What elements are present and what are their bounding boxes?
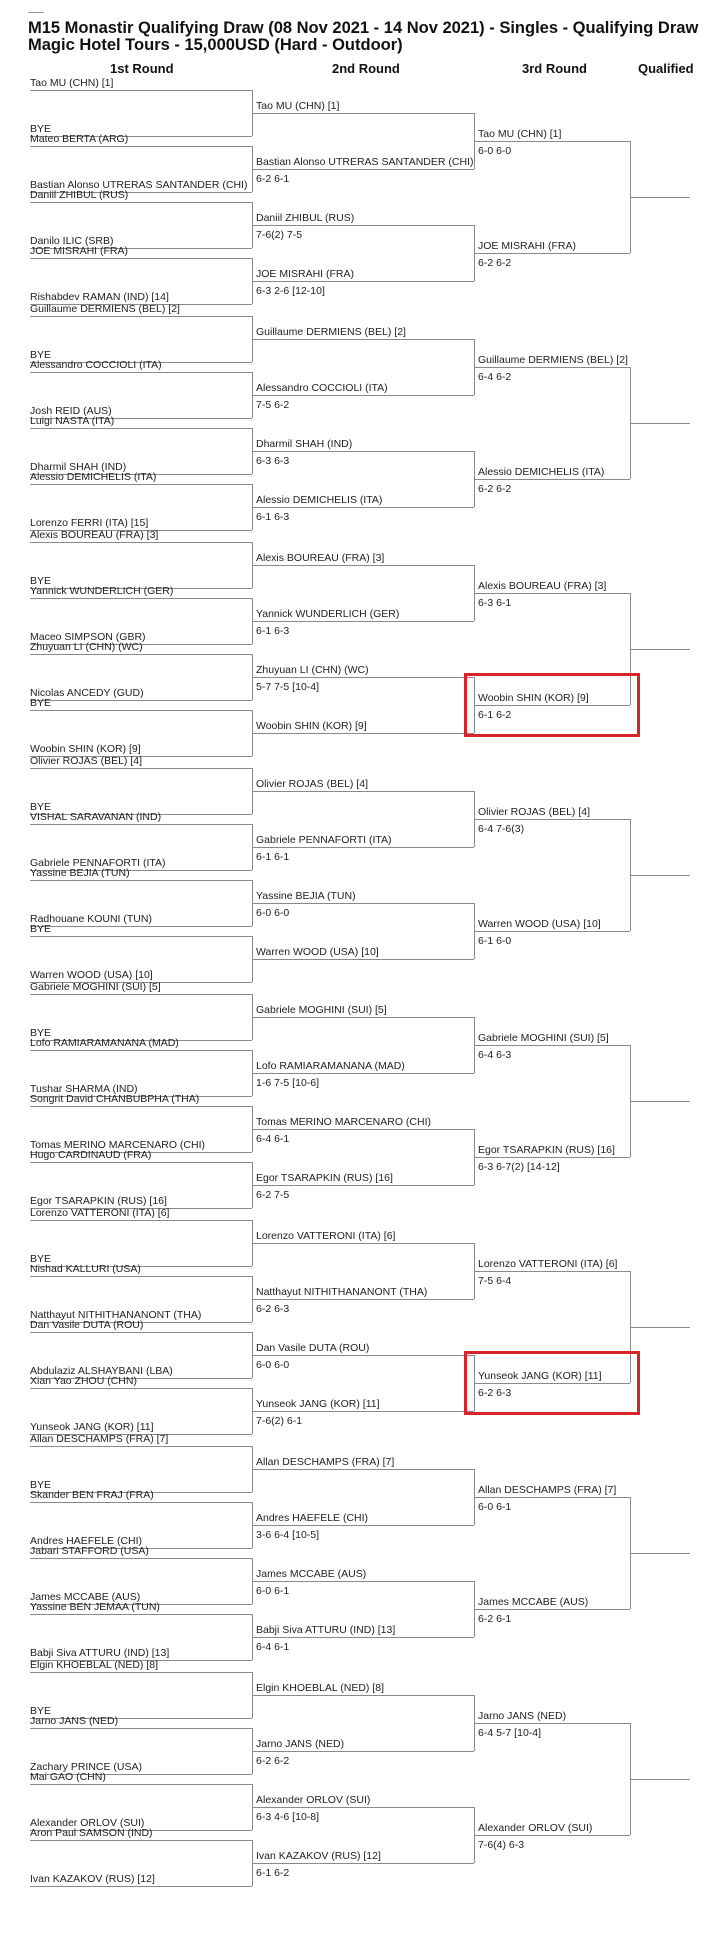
- player-name: Abdulaziz ALSHAYBANI (LBA): [30, 1365, 173, 1377]
- bracket-line: [474, 1835, 630, 1836]
- bracket-line: [30, 824, 252, 825]
- player-name: Gabriele MOGHINI (SUI) [5]: [478, 1032, 609, 1044]
- bracket-line: [30, 1446, 252, 1447]
- player-name: Alexis BOUREAU (FRA) [3]: [30, 529, 159, 541]
- bracket-line: [30, 372, 252, 373]
- match-score: 3-6 6-4 [10-5]: [256, 1529, 320, 1541]
- player-name: Tomas MERINO MARCENARO (CHI): [256, 1116, 432, 1128]
- bracket-line: [252, 225, 474, 226]
- bracket-line: [252, 1185, 474, 1186]
- player-name: Aron Paul SAMSON (IND): [30, 1827, 153, 1839]
- match-score: 6-0 6-0: [256, 1359, 290, 1371]
- player-name: Gabriele PENNAFORTI (ITA): [30, 857, 166, 869]
- player-name: VISHAL SARAVANAN (IND): [30, 811, 162, 823]
- player-name: Olivier ROJAS (BEL) [4]: [30, 755, 143, 767]
- bracket-line: [252, 281, 474, 282]
- match-score: 6-0 6-1: [478, 1501, 512, 1513]
- match-score: 6-2 6-1: [256, 173, 290, 185]
- player-name: BYE: [30, 123, 52, 135]
- bracket-line: [30, 880, 252, 881]
- bracket-line: [252, 959, 474, 960]
- player-name: Alexander ORLOV (SUI): [256, 1794, 371, 1806]
- bracket-line: [30, 654, 252, 655]
- match-score: 6-1 6-0: [478, 935, 512, 947]
- bracket-line: [474, 141, 630, 142]
- bracket-line: [630, 423, 690, 424]
- header-qualified: Qualified: [638, 61, 694, 76]
- player-name: Alessandro COCCIOLI (ITA): [30, 359, 162, 371]
- player-name: Radhouane KOUNI (TUN): [30, 913, 152, 925]
- player-name: James MCCABE (AUS): [30, 1591, 141, 1603]
- player-name: BYE: [30, 349, 52, 361]
- bracket-line: [474, 931, 630, 932]
- player-name: Yunseok JANG (KOR) [11]: [256, 1398, 380, 1410]
- player-name: Luigi NASTA (ITA): [30, 415, 115, 427]
- player-name: Lorenzo FERRI (ITA) [15]: [30, 517, 149, 529]
- player-name: BYE: [30, 1479, 52, 1491]
- player-name: Zhuyuan LI (CHN) (WC): [256, 664, 369, 676]
- player-name: Dharmil SHAH (IND): [30, 461, 127, 473]
- bracket-line: [252, 1525, 474, 1526]
- player-name: Tao MU (CHN) [1]: [256, 100, 340, 112]
- header-round-3: 3rd Round: [522, 61, 587, 76]
- player-name: Mateo BERTA (ARG): [30, 133, 129, 145]
- player-name: Warren WOOD (USA) [10]: [30, 969, 153, 981]
- player-name: Hugo CARDINAUD (FRA): [30, 1149, 152, 1161]
- player-name: Elgin KHOEBLAL (NED) [8]: [30, 1659, 158, 1671]
- bracket-line: [474, 253, 630, 254]
- player-name: BYE: [30, 923, 52, 935]
- highlight-box: [464, 1351, 640, 1415]
- match-score: 6-1 6-1: [256, 851, 290, 863]
- bracket-line: [474, 1609, 630, 1610]
- bracket-line: [252, 1411, 474, 1412]
- bracket-line: [630, 649, 690, 650]
- match-score: 1-6 7-5 [10-6]: [256, 1077, 320, 1089]
- match-score: 6-3 6-1: [478, 597, 512, 609]
- player-name: Gabriele MOGHINI (SUI) [5]: [30, 981, 161, 993]
- player-name: Egor TSARAPKIN (RUS) [16]: [256, 1172, 393, 1184]
- bracket-line: [252, 395, 474, 396]
- page-title: M15 Monastir Qualifying Draw (08 Nov 2021 - 14 Nov 2021) - Singles - Qualifying Draw Magic Hotel Tours - 15,000USD (Hard - Outdoor): [28, 19, 699, 54]
- player-name: Bastian Alonso UTRERAS SANTANDER (CHI): [256, 156, 474, 168]
- player-name: Lorenzo VATTERONI (ITA) [6]: [256, 1230, 396, 1242]
- player-name: Olivier ROJAS (BEL) [4]: [256, 778, 369, 790]
- player-name: Guillaume DERMIENS (BEL) [2]: [30, 303, 180, 315]
- player-name: Danilo ILIC (SRB): [30, 235, 114, 247]
- match-score: 6-3 6-3: [256, 455, 290, 467]
- bracket-line: [30, 1162, 252, 1163]
- bracket-line: [30, 542, 252, 543]
- bracket-line: [30, 484, 252, 485]
- match-score: 6-2 6-3: [256, 1303, 290, 1315]
- bracket-line: [30, 710, 252, 711]
- match-score: 6-1 6-2: [256, 1867, 290, 1879]
- bracket-line: [252, 1863, 474, 1864]
- player-name: Gabriele PENNAFORTI (ITA): [256, 834, 392, 846]
- match-score: 6-2 7-5: [256, 1189, 290, 1201]
- bracket-line: [252, 1695, 474, 1696]
- player-name: Alessio DEMICHELIS (ITA): [30, 471, 157, 483]
- player-name: Guillaume DERMIENS (BEL) [2]: [478, 354, 628, 366]
- player-name: Jarno JANS (NED): [30, 1715, 119, 1727]
- player-name: Alessandro COCCIOLI (ITA): [256, 382, 388, 394]
- player-name: Josh REID (AUS): [30, 405, 112, 417]
- match-score: 6-2 6-1: [478, 1613, 512, 1625]
- bracket-line: [30, 1332, 252, 1333]
- match-score: 6-1 6-3: [256, 511, 290, 523]
- player-name: Dan Vasile DUTA (ROU): [30, 1319, 144, 1331]
- player-name: JOE MISRAHI (FRA): [30, 245, 129, 257]
- bracket-line: [252, 733, 474, 734]
- bracket-line: [252, 1807, 474, 1808]
- player-name: BYE: [30, 697, 52, 709]
- bracket-line: [30, 700, 252, 701]
- bracket-line: [30, 1728, 252, 1729]
- player-name: Yassine BEJIA (TUN): [30, 867, 130, 879]
- player-name: Lorenzo VATTERONI (ITA) [6]: [478, 1258, 618, 1270]
- bracket-line: [252, 339, 474, 340]
- player-name: JOE MISRAHI (FRA): [478, 240, 577, 252]
- bracket-line: [252, 1017, 474, 1018]
- bracket-line: [252, 1637, 474, 1638]
- player-name: Alessio DEMICHELIS (ITA): [478, 466, 605, 478]
- bracket-line: [630, 197, 690, 198]
- player-name: Maceo SIMPSON (GBR): [30, 631, 146, 643]
- player-name: Andres HAEFELE (CHI): [30, 1535, 143, 1547]
- player-name: BYE: [30, 1253, 52, 1265]
- bracket-line: [30, 1220, 252, 1221]
- player-name: Tao MU (CHN) [1]: [478, 128, 562, 140]
- player-name: Woobin SHIN (KOR) [9]: [30, 743, 141, 755]
- bracket-line: [252, 1243, 474, 1244]
- bracket-line: [30, 1672, 252, 1673]
- match-score: 6-4 6-1: [256, 1641, 290, 1653]
- bracket-line: [30, 1388, 252, 1389]
- bracket-line: [30, 146, 252, 147]
- bracket-line: [630, 1327, 690, 1328]
- player-name: Alexis BOUREAU (FRA) [3]: [256, 552, 385, 564]
- bracket-line: [252, 1469, 474, 1470]
- bracket-line: [474, 819, 630, 820]
- player-name: Tomas MERINO MARCENARO (CHI): [30, 1139, 206, 1151]
- player-name: Andres HAEFELE (CHI): [256, 1512, 369, 1524]
- match-score: 6-0 6-0: [256, 907, 290, 919]
- player-name: Egor TSARAPKIN (RUS) [16]: [478, 1144, 615, 1156]
- bracket-line: [30, 926, 252, 927]
- match-score: 6-4 6-2: [478, 371, 512, 383]
- bracket-line: [474, 1045, 630, 1046]
- match-score: 6-2 6-2: [256, 1755, 290, 1767]
- bracket-line: [30, 90, 252, 91]
- player-name: Yassine BEN JEMAA (TUN): [30, 1601, 160, 1613]
- player-name: Zachary PRINCE (USA): [30, 1761, 143, 1773]
- player-name: Lofo RAMIARAMANANA (MAD): [30, 1037, 179, 1049]
- bracket-line: [252, 903, 474, 904]
- player-name: Lorenzo VATTERONI (ITA) [6]: [30, 1207, 170, 1219]
- bracket-line: [252, 113, 474, 114]
- match-score: 6-2 6-2: [478, 483, 512, 495]
- bracket-line: [30, 428, 252, 429]
- header-round-1: 1st Round: [110, 61, 174, 76]
- bracket-line: [30, 202, 252, 203]
- player-name: Yassine BEJIA (TUN): [256, 890, 356, 902]
- bracket-line: [474, 593, 630, 594]
- bracket-line: [252, 791, 474, 792]
- bracket-line: [252, 1751, 474, 1752]
- bracket-line: [252, 169, 474, 170]
- player-name: BYE: [30, 801, 52, 813]
- player-name: Skander BEN FRAJ (FRA): [30, 1489, 154, 1501]
- bracket-line: [30, 994, 252, 995]
- player-name: Tao MU (CHN) [1]: [30, 77, 114, 89]
- player-name: Jarno JANS (NED): [478, 1710, 567, 1722]
- match-score: 6-4 7-6(3): [478, 823, 525, 835]
- player-name: Daniil ZHIBUL (RUS): [256, 212, 355, 224]
- match-score: 6-4 6-1: [256, 1133, 290, 1145]
- bracket-line: [30, 1276, 252, 1277]
- player-name: Olivier ROJAS (BEL) [4]: [478, 806, 591, 818]
- bracket-line: [630, 1101, 690, 1102]
- bracket-line: [30, 598, 252, 599]
- player-name: BYE: [30, 1705, 52, 1717]
- bracket-line: [252, 1073, 474, 1074]
- bracket-line: [252, 1355, 474, 1356]
- player-name: Ivan KAZAKOV (RUS) [12]: [30, 1873, 155, 1885]
- player-name: Egor TSARAPKIN (RUS) [16]: [30, 1195, 167, 1207]
- player-name: Rishabdev RAMAN (IND) [14]: [30, 291, 169, 303]
- player-name: Nicolas ANCEDY (GUD): [30, 687, 144, 699]
- bracket-line: [30, 1558, 252, 1559]
- player-name: Yannick WUNDERLICH (GER): [256, 608, 400, 620]
- match-score: 7-5 6-4: [478, 1275, 512, 1287]
- match-score: 7-6(4) 6-3: [478, 1839, 525, 1851]
- match-score: 6-0 6-1: [256, 1585, 290, 1597]
- bracket-line: [30, 1502, 252, 1503]
- player-name: Nishad KALLURI (USA): [30, 1263, 141, 1275]
- player-name: James MCCABE (AUS): [256, 1568, 367, 1580]
- bracket-line: [474, 1157, 630, 1158]
- bracket-line: [30, 1784, 252, 1785]
- bracket-line: [30, 258, 252, 259]
- bracket-line: [252, 451, 474, 452]
- bracket-line: [30, 768, 252, 769]
- player-name: Babji Siva ATTURU (IND) [13]: [256, 1624, 396, 1636]
- bracket-line: [252, 507, 474, 508]
- player-name: Jarno JANS (NED): [256, 1738, 345, 1750]
- player-name: Lofo RAMIARAMANANA (MAD): [256, 1060, 405, 1072]
- player-name: Gabriele MOGHINI (SUI) [5]: [256, 1004, 387, 1016]
- player-name: Jabari STAFFORD (USA): [30, 1545, 149, 1557]
- player-name: Dan Vasile DUTA (ROU): [256, 1342, 370, 1354]
- header-round-2: 2nd Round: [332, 61, 400, 76]
- bracket-line: [30, 1840, 252, 1841]
- player-name: Alexis BOUREAU (FRA) [3]: [478, 580, 607, 592]
- player-name: Bastian Alonso UTRERAS SANTANDER (CHI): [30, 179, 248, 191]
- match-score: 7-6(2) 7-5: [256, 229, 303, 241]
- match-score: 6-4 6-3: [478, 1049, 512, 1061]
- bracket-line: [252, 1299, 474, 1300]
- match-score: 6-3 2-6 [12-10]: [256, 285, 325, 297]
- player-name: Allan DESCHAMPS (FRA) [7]: [256, 1456, 395, 1468]
- player-name: Zhuyuan LI (CHN) (WC): [30, 641, 143, 653]
- bracket-line: [630, 1779, 690, 1780]
- match-score: 5-7 7-5 [10-4]: [256, 681, 320, 693]
- bracket-line: [30, 936, 252, 937]
- player-name: Natthayut NITHITHANANONT (THA): [30, 1309, 202, 1321]
- bracket-line: [630, 875, 690, 876]
- bracket-line: [30, 1886, 252, 1887]
- player-name: Elgin KHOEBLAL (NED) [8]: [256, 1682, 384, 1694]
- match-score: 6-2 6-2: [478, 257, 512, 269]
- bracket-line: [474, 1723, 630, 1724]
- player-name: Dharmil SHAH (IND): [256, 438, 353, 450]
- bracket-line: [30, 1050, 252, 1051]
- player-name: BYE: [30, 1027, 52, 1039]
- match-score: 6-2 6-3: [478, 1387, 512, 1399]
- player-name: Woobin SHIN (KOR) [9]: [256, 720, 367, 732]
- player-name: Allan DESCHAMPS (FRA) [7]: [30, 1433, 169, 1445]
- player-name: James MCCABE (AUS): [478, 1596, 589, 1608]
- player-name: Alexander ORLOV (SUI): [478, 1822, 593, 1834]
- match-score: 6-3 6-7(2) [14-12]: [478, 1161, 560, 1173]
- player-name: Daniil ZHIBUL (RUS): [30, 189, 129, 201]
- player-name: Yannick WUNDERLICH (GER): [30, 585, 174, 597]
- player-name: Natthayut NITHITHANANONT (THA): [256, 1286, 428, 1298]
- bracket-line: [252, 1129, 474, 1130]
- player-name: Yunseok JANG (KOR) [11]: [30, 1421, 154, 1433]
- bracket-line: [30, 1106, 252, 1107]
- bracket-line: [252, 621, 474, 622]
- bracket-line: [30, 1614, 252, 1615]
- player-name: Tushar SHARMA (IND): [30, 1083, 138, 1095]
- bracket-line: [30, 316, 252, 317]
- player-name: Allan DESCHAMPS (FRA) [7]: [478, 1484, 617, 1496]
- player-name: JOE MISRAHI (FRA): [256, 268, 355, 280]
- match-score: 7-6(2) 6-1: [256, 1415, 303, 1427]
- bracket-line: [474, 1271, 630, 1272]
- player-name: Yunseok JANG (KOR) [11]: [478, 1370, 602, 1382]
- player-name: Songrit David CHANBUBPHA (THA): [30, 1093, 200, 1105]
- bracket-line: [474, 1497, 630, 1498]
- bracket-line: [252, 565, 474, 566]
- match-score: 6-0 6-0: [478, 145, 512, 157]
- bracket-line: [630, 1553, 690, 1554]
- highlight-box: [464, 673, 640, 737]
- player-name: Xian Yao ZHOU (CHN): [30, 1375, 137, 1387]
- player-name: Warren WOOD (USA) [10]: [256, 946, 379, 958]
- player-name: Babji Siva ATTURU (IND) [13]: [30, 1647, 170, 1659]
- match-score: 6-3 4-6 [10-8]: [256, 1811, 320, 1823]
- player-name: Woobin SHIN (KOR) [9]: [478, 692, 589, 704]
- match-score: 7-5 6-2: [256, 399, 290, 411]
- bracket-line: [474, 479, 630, 480]
- player-name: Alexander ORLOV (SUI): [30, 1817, 145, 1829]
- bracket-line: [252, 677, 474, 678]
- player-name: Ivan KAZAKOV (RUS) [12]: [256, 1850, 381, 1862]
- player-name: Guillaume DERMIENS (BEL) [2]: [256, 326, 406, 338]
- player-name: Mai GAO (CHN): [30, 1771, 106, 1783]
- match-score: 6-1 6-2: [478, 709, 512, 721]
- bracket-line: [252, 847, 474, 848]
- match-score: 6-1 6-3: [256, 625, 290, 637]
- bracket-line: [474, 367, 630, 368]
- bracket-line: [252, 1581, 474, 1582]
- match-score: 6-4 5-7 [10-4]: [478, 1727, 542, 1739]
- player-name: BYE: [30, 575, 52, 587]
- player-name: Alessio DEMICHELIS (ITA): [256, 494, 383, 506]
- player-name: Warren WOOD (USA) [10]: [478, 918, 601, 930]
